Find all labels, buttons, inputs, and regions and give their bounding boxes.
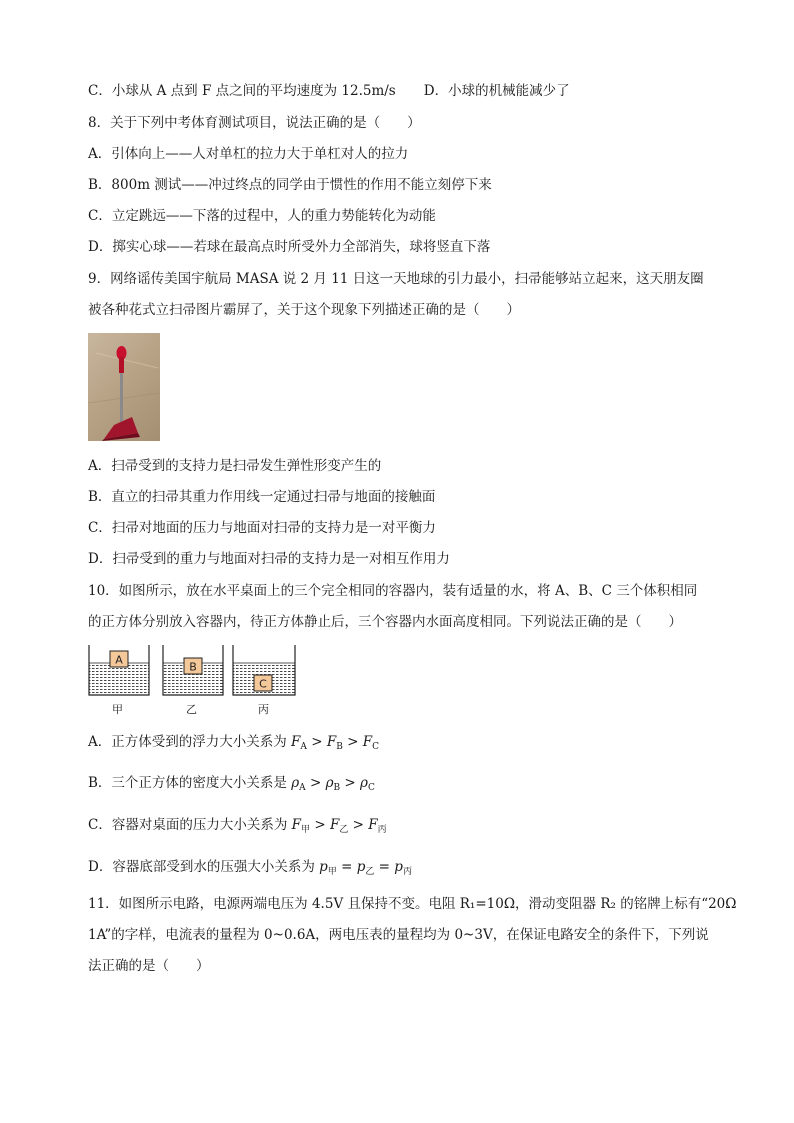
label-jia: 甲	[112, 703, 123, 716]
label-bing: 丙	[258, 703, 269, 716]
q10-option-b: B．三个正方体的密度大小关系是 $\rho_A > \rho_B > \rho_C$	[88, 775, 375, 793]
container-jia	[89, 645, 149, 695]
q10-option-d: D．容器底部受到水的压强大小关系为 $p_甲 = p_乙 = p_丙$	[88, 859, 412, 877]
q9-option-d: D．扫帚受到的重力与地面对扫帚的支持力是一对相互作用力	[88, 551, 450, 567]
containers-figure	[88, 643, 308, 715]
q9-option-b: B．直立的扫帚其重力作用线一定通过扫帚与地面的接触面	[88, 489, 436, 505]
block-b-label: B	[189, 660, 197, 674]
q11-stem-line-2: 1A”的字样，电流表的量程为 0~0.6A，两电压表的量程均为 0~3V，在保证电路安全的条件下，下列说	[88, 927, 709, 943]
q8-option-b: B．800m 测试——冲过终点的同学由于惯性的作用不能立刻停下来	[88, 177, 492, 193]
q10-stem-line-1: 10．如图所示，放在水平桌面上的三个完全相同的容器内，装有适量的水，将 A、B、C 三个体积相同	[88, 583, 698, 599]
container-bing	[233, 645, 295, 695]
q11-stem-line-1: 11．如图所示电路，电源两端电压为 4.5V 且保持不变。电阻 R₁=10Ω，滑动变阻器 R₂ 的铭牌上标有“20Ω	[88, 896, 737, 912]
broom-stick	[120, 371, 123, 427]
q7-option-c: C．小球从 A 点到 F 点之间的平均速度为 12.5m/s	[88, 83, 396, 99]
q9-stem-line-1: 9．网络谣传美国宇航局 MASA 说 2 月 11 日这一天地球的引力最小，扫帚能够站立起来，这天朋友圈	[88, 271, 704, 287]
q8-option-c: C．立定跳远——下落的过程中，人的重力势能转化为动能	[88, 208, 436, 224]
q10-stem-line-2: 的正方体分别放入容器内，待正方体静止后，三个容器内水面高度相同。下列说法正确的是（ ）	[88, 614, 682, 630]
q10-option-c: C．容器对桌面的压力大小关系为 $F_甲 > F_乙 > F_丙$	[88, 817, 387, 835]
block-a-label: A	[115, 653, 123, 667]
containers-drawing	[88, 643, 308, 701]
broom-illustration	[88, 333, 160, 441]
q9-stem-line-2: 被各种花式立扫帚图片霸屏了，关于这个现象下列描述正确的是（ ）	[88, 302, 520, 318]
q7-options-line	[88, 81, 570, 101]
q8-stem: 8．关于下列中考体育测试项目，说法正确的是（ ）	[88, 115, 421, 131]
q9-option-a: A．扫帚受到的支持力是扫帚发生弹性形变产生的	[88, 458, 382, 474]
block-c-label: C	[259, 677, 267, 691]
q10-option-a: A．正方体受到的浮力大小关系为 $F_A > F_B > F_C$	[88, 734, 379, 752]
q11-stem-line-3: 法正确的是（ ）	[88, 958, 210, 974]
q8-option-d: D．掷实心球——若球在最高点时所受外力全部消失，球将竖直下落	[88, 239, 491, 255]
q8-option-a: A．引体向上——人对单杠的拉力大于单杠对人的拉力	[88, 146, 409, 162]
q9-option-c: C．扫帚对地面的压力与地面对扫帚的支持力是一对平衡力	[88, 520, 436, 536]
container-yi	[163, 645, 223, 695]
broom-photo	[88, 333, 160, 441]
q7-option-d: D．小球的机械能减少了	[423, 83, 570, 99]
label-yi: 乙	[186, 703, 197, 716]
